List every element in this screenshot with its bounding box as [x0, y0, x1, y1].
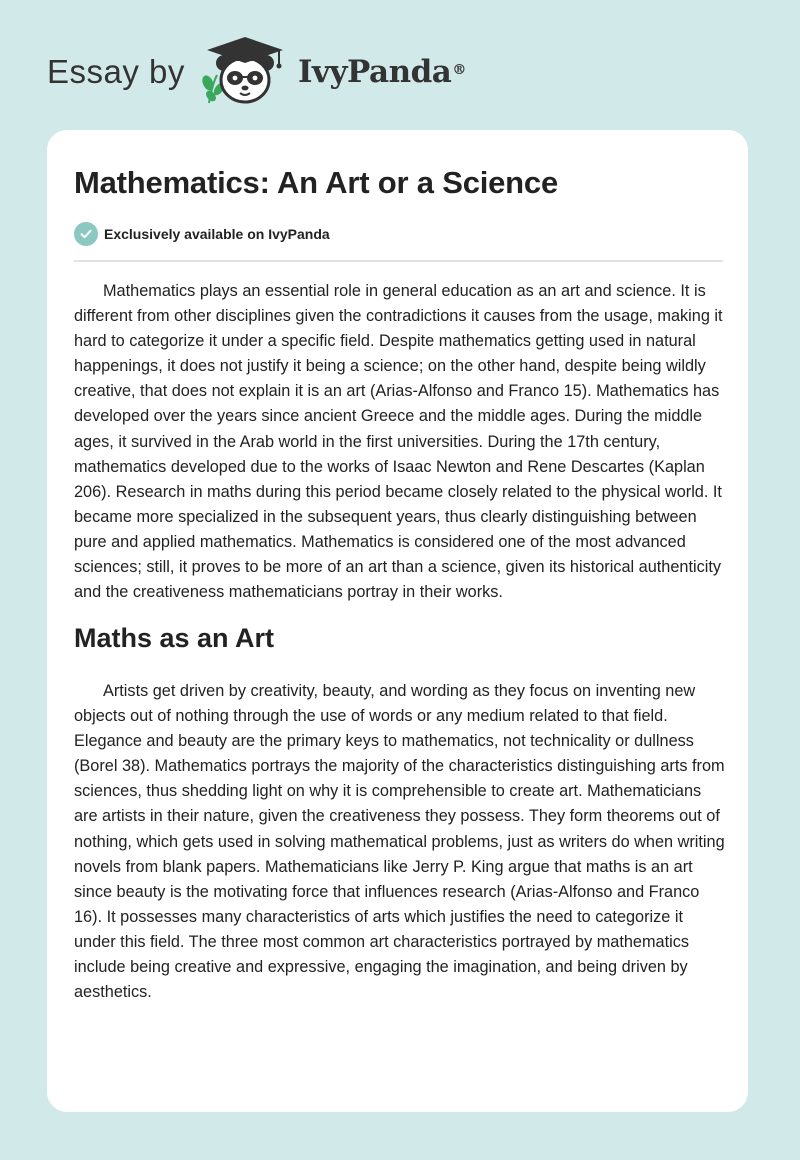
- essay-by-label: Essay by: [47, 53, 185, 90]
- intro-paragraph: Mathematics plays an essential role in general education as an art and science. It is different from other disciplines given the contradictions it causes from the usage, making it hard to categorize it under a specific field. Despite mathematics getting used in natural happenings, it does not justify it being a science; on the other hand, despite being wildly creative, that does not explain it is an art (Arias-Alfonso and Franco 15). Mathematics has developed over the years since ancient Greece and the middle ages. During the middle ages, it survived in the Arab world in the first universities. During the 17th century, mathematics developed due to the works of Isaac Newton and Rene Descartes (Kaplan 206). Research in maths during this period became closely related to the physical world. It became more specialized in the subsequent years, thus clearly distinguishing between pure and applied mathematics. Mathematics is considered one of the most advanced sciences; still, it proves to be more of an art than a science, given its historical authenticity and the creativeness mathematicians portray in their works.: [74, 282, 723, 602]
- panda-graduate-icon: [199, 33, 289, 105]
- title-divider: [74, 260, 723, 262]
- section-heading: Maths as an Art: [74, 623, 275, 653]
- check-circle-icon: [74, 222, 98, 246]
- exclusive-label: Exclusively available on IvyPanda: [104, 226, 330, 242]
- brand-name[interactable]: IvyPanda®: [298, 54, 466, 90]
- site-header: [0, 0, 800, 130]
- body-paragraph: Artists get driven by creativity, beauty, and wording as they focus on inventing new objects out of nothing through the use of words or any medium related to that field. Elegance and beauty are the primary keys to mathematics, not technicality or dullness (Borel 38). Mathematics portrays the majority of the characteristics distinguishing arts from sciences, thus shedding light on why it is comprehensible to create art. Mathematicians are artists in their nature, given the creativeness they possess. They form theorems out of nothing, which gets used in solving mathematical problems, just as writers do when writing novels from blank papers. Mathematicians like Jerry P. King argue that maths is an art since beauty is the motivating force that influences research (Arias-Alfonso and Franco 16). It possesses many characteristics of arts which justifies the need to categorize it under this field. The three most common art characteristics portrayed by mathematics include being creative and expressive, engaging the imagination, and being driven by aesthetics.: [74, 682, 725, 1002]
- page-title: Mathematics: An Art or a Science: [74, 165, 558, 200]
- article-card: [47, 130, 748, 1112]
- exclusive-badge: [74, 222, 330, 246]
- registered-mark: ®: [452, 62, 466, 78]
